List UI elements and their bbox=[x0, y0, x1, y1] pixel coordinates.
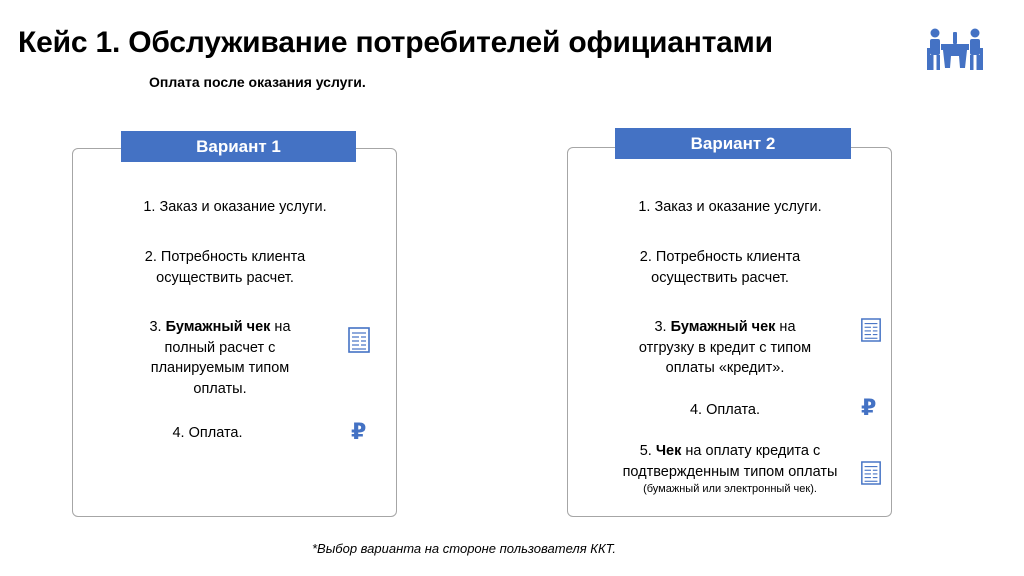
footnote: *Выбор варианта на стороне пользователя ККТ. bbox=[312, 541, 617, 556]
ruble-icon: ₽ bbox=[861, 396, 877, 421]
receipt-icon bbox=[860, 461, 882, 485]
variant-1-step-1: 1. Заказ и оказание услуги. bbox=[143, 199, 327, 215]
variant-1-step-2: 2. Потребность клиента осуществить расчет. bbox=[144, 249, 306, 286]
variant-2-step-4: 4. Оплата. bbox=[689, 402, 761, 418]
receipt-icon bbox=[347, 327, 371, 353]
page-subtitle: Оплата после оказания услуги. bbox=[149, 74, 366, 90]
variant-1-tab: Вариант 1 bbox=[121, 131, 356, 162]
variant-2-tab: Вариант 2 bbox=[615, 128, 851, 159]
waiter-table-icon bbox=[926, 26, 984, 74]
variant-2-step-2: 2. Потребность клиента осуществить расчет. bbox=[639, 249, 801, 286]
variant-2-step-1: 1. Заказ и оказание услуги. bbox=[638, 199, 822, 215]
variant-2-step-5: 5. Чек на оплату кредита с подтвержденным типом оплаты (бумажный или электронный чек). bbox=[622, 443, 838, 495]
variant-1-step-4: 4. Оплата. bbox=[172, 425, 243, 441]
ruble-icon: ₽ bbox=[351, 420, 367, 445]
variant-2-step-3: 3. Бумажный чек на отгрузку в кредит с типом оплаты «кредит». bbox=[638, 319, 812, 376]
variant-1-step-3: 3. Бумажный чек на полный расчет с планируемым типом оплаты. bbox=[149, 319, 291, 397]
receipt-icon bbox=[860, 318, 882, 342]
page-title: Кейс 1. Обслуживание потребителей официантами bbox=[18, 26, 773, 59]
